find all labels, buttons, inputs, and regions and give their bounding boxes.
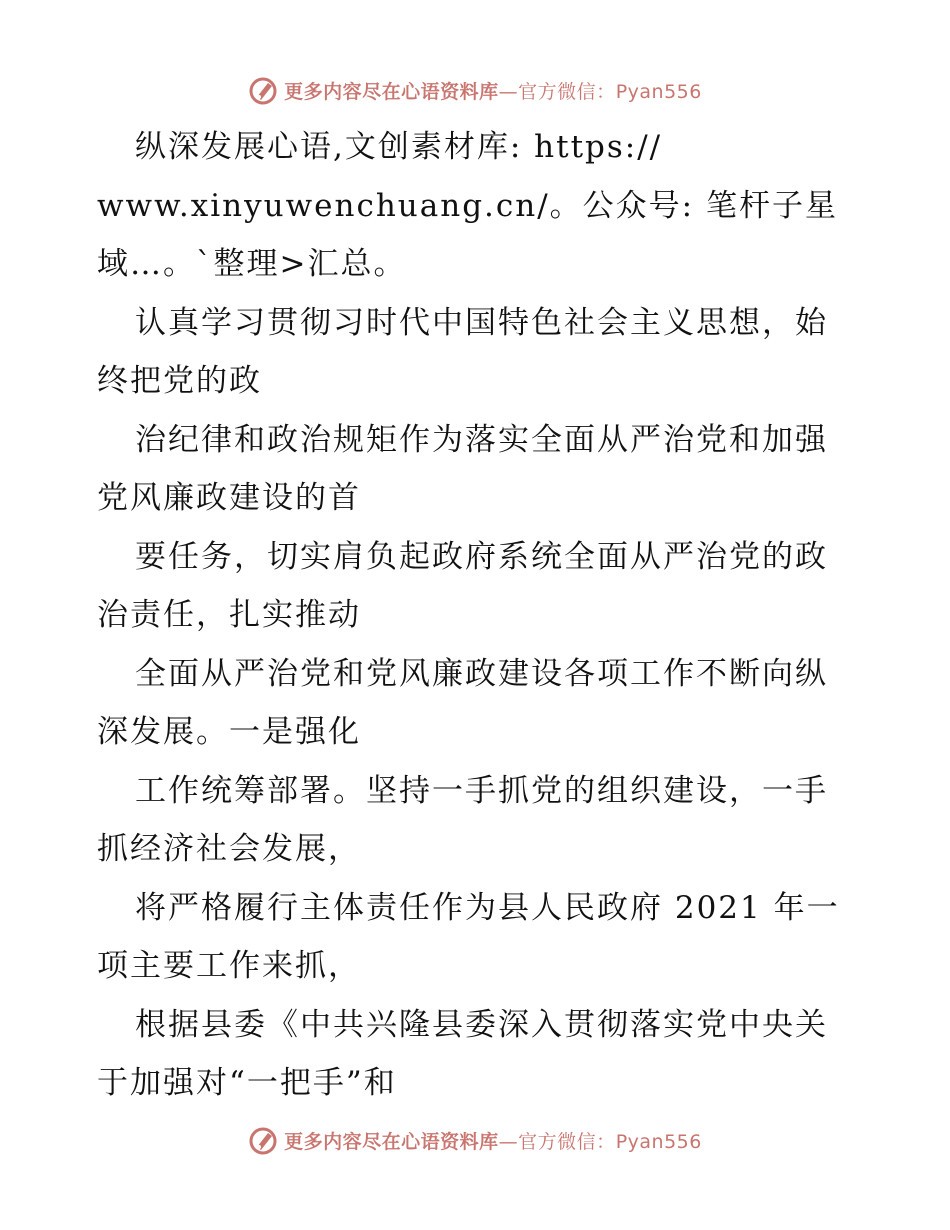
banner-official-text: 官方微信：: [518, 80, 616, 103]
banner-main-text: 更多内容尽在心语资料库: [284, 1130, 499, 1153]
pen-circle-logo-icon: [248, 1125, 278, 1155]
banner-handle: Pyan556: [615, 1130, 702, 1153]
footer-banner: [0, 1120, 950, 1160]
document-body: [97, 118, 857, 1113]
text-line: 终把党的政: [97, 363, 262, 399]
text-line: 治责任，扎实推动: [97, 597, 361, 633]
text-line: 域…。`整理>汇总。: [97, 246, 407, 282]
banner-official-text: 官方微信：: [518, 1130, 616, 1153]
text-line: 项主要工作来抓，: [97, 948, 361, 984]
text-line: 纵深发展心语,文创素材库: https://: [135, 129, 663, 165]
pen-circle-logo-icon: [248, 75, 278, 105]
banner-text: [284, 1127, 702, 1154]
text-line: 党风廉政建设的首: [97, 480, 361, 516]
banner-text: [284, 77, 702, 104]
text-line: www.xinyuwenchuang.cn/。公众号: 笔杆子星: [97, 187, 838, 224]
banner-separator: —: [498, 80, 519, 103]
text-line: 于加强对“一把手”和: [97, 1065, 397, 1101]
text-line: 治纪律和政治规矩作为落实全面从严治党和加强: [135, 421, 828, 458]
banner-main-text: 更多内容尽在心语资料库: [284, 80, 499, 103]
text-line: 认真学习贯彻习时代中国特色社会主义思想，始: [135, 304, 828, 341]
banner-separator: —: [498, 1130, 519, 1153]
text-line: 深发展。一是强化: [97, 714, 361, 750]
text-line: 根据县委《中共兴隆县委深入贯彻落实党中央关: [135, 1006, 828, 1043]
text-line: 要任务，切实肩负起政府系统全面从严治党的政: [135, 538, 828, 575]
header-banner: [0, 70, 950, 110]
text-line: 工作统筹部署。坚持一手抓党的组织建设，一手: [135, 772, 828, 809]
text-line: 全面从严治党和党风廉政建设各项工作不断向纵: [135, 655, 828, 692]
text-line: 将严格履行主体责任作为县人民政府 2021 年一: [135, 889, 840, 926]
banner-handle: Pyan556: [615, 80, 702, 103]
text-line: 抓经济社会发展，: [97, 831, 361, 867]
